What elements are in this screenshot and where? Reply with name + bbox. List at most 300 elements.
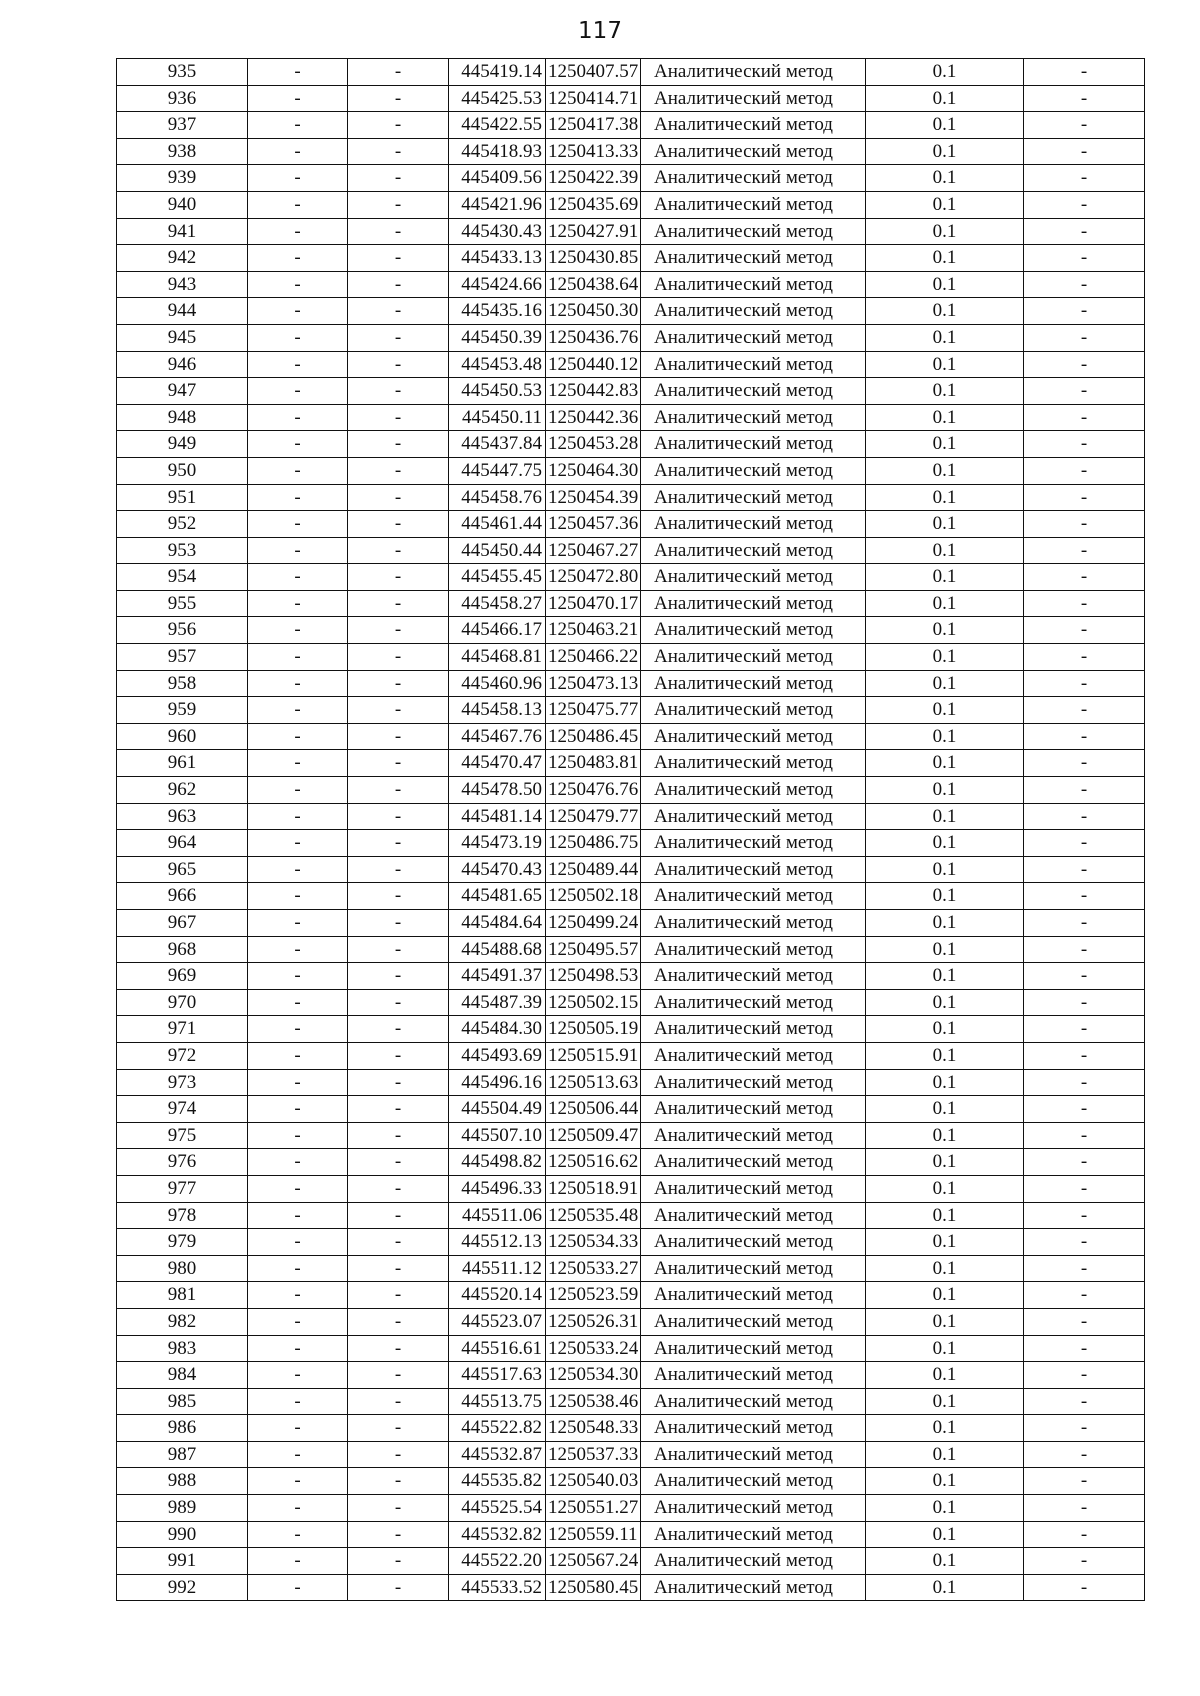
point-number-cell: 938	[117, 138, 248, 165]
dash-cell-a: -	[248, 1548, 348, 1575]
x-coordinate-cell: 445422.55	[449, 112, 546, 139]
description-cell: -	[1024, 1468, 1145, 1495]
method-cell: Аналитический метод	[641, 1122, 866, 1149]
x-coordinate-cell: 445522.82	[449, 1415, 546, 1442]
description-cell: -	[1024, 1441, 1145, 1468]
method-cell: Аналитический метод	[641, 85, 866, 112]
x-coordinate-cell: 445516.61	[449, 1335, 546, 1362]
accuracy-cell: 0.1	[866, 1202, 1024, 1229]
table-row	[117, 989, 1145, 1016]
y-coordinate-cell: 1250540.03	[546, 1468, 641, 1495]
dash-cell-a: -	[248, 963, 348, 990]
dash-cell-a: -	[248, 1255, 348, 1282]
dash-cell-b: -	[348, 670, 449, 697]
method-cell: Аналитический метод	[641, 777, 866, 804]
dash-cell-a: -	[248, 1441, 348, 1468]
description-cell: -	[1024, 1308, 1145, 1335]
point-number-cell: 973	[117, 1069, 248, 1096]
point-number-cell: 989	[117, 1495, 248, 1522]
dash-cell-a: -	[248, 989, 348, 1016]
x-coordinate-cell: 445532.87	[449, 1441, 546, 1468]
y-coordinate-cell: 1250442.83	[546, 378, 641, 405]
x-coordinate-cell: 445424.66	[449, 271, 546, 298]
description-cell: -	[1024, 1548, 1145, 1575]
y-coordinate-cell: 1250483.81	[546, 750, 641, 777]
accuracy-cell: 0.1	[866, 138, 1024, 165]
accuracy-cell: 0.1	[866, 1415, 1024, 1442]
dash-cell-b: -	[348, 644, 449, 671]
description-cell: -	[1024, 803, 1145, 830]
x-coordinate-cell: 445461.44	[449, 511, 546, 538]
accuracy-cell: 0.1	[866, 1069, 1024, 1096]
point-number-cell: 950	[117, 457, 248, 484]
dash-cell-a: -	[248, 1175, 348, 1202]
dash-cell-b: -	[348, 138, 449, 165]
description-cell: -	[1024, 564, 1145, 591]
table-row	[117, 191, 1145, 218]
x-coordinate-cell: 445517.63	[449, 1362, 546, 1389]
accuracy-cell: 0.1	[866, 59, 1024, 86]
method-cell: Аналитический метод	[641, 1229, 866, 1256]
table-row	[117, 1042, 1145, 1069]
method-cell: Аналитический метод	[641, 856, 866, 883]
point-number-cell: 968	[117, 936, 248, 963]
table-row	[117, 1282, 1145, 1309]
dash-cell-a: -	[248, 457, 348, 484]
dash-cell-a: -	[248, 856, 348, 883]
point-number-cell: 969	[117, 963, 248, 990]
table-row	[117, 910, 1145, 937]
dash-cell-b: -	[348, 883, 449, 910]
dash-cell-a: -	[248, 1149, 348, 1176]
method-cell: Аналитический метод	[641, 59, 866, 86]
table-row	[117, 85, 1145, 112]
description-cell: -	[1024, 1096, 1145, 1123]
y-coordinate-cell: 1250414.71	[546, 85, 641, 112]
dash-cell-b: -	[348, 484, 449, 511]
y-coordinate-cell: 1250486.45	[546, 723, 641, 750]
description-cell: -	[1024, 191, 1145, 218]
y-coordinate-cell: 1250518.91	[546, 1175, 641, 1202]
dash-cell-a: -	[248, 1122, 348, 1149]
description-cell: -	[1024, 617, 1145, 644]
y-coordinate-cell: 1250467.27	[546, 537, 641, 564]
accuracy-cell: 0.1	[866, 1335, 1024, 1362]
description-cell: -	[1024, 1521, 1145, 1548]
point-number-cell: 941	[117, 218, 248, 245]
method-cell: Аналитический метод	[641, 271, 866, 298]
table-row	[117, 138, 1145, 165]
table-row	[117, 1495, 1145, 1522]
accuracy-cell: 0.1	[866, 1388, 1024, 1415]
y-coordinate-cell: 1250450.30	[546, 298, 641, 325]
dash-cell-a: -	[248, 511, 348, 538]
x-coordinate-cell: 445470.47	[449, 750, 546, 777]
dash-cell-a: -	[248, 590, 348, 617]
accuracy-cell: 0.1	[866, 1495, 1024, 1522]
dash-cell-b: -	[348, 1521, 449, 1548]
description-cell: -	[1024, 1255, 1145, 1282]
y-coordinate-cell: 1250499.24	[546, 910, 641, 937]
description-cell: -	[1024, 245, 1145, 272]
y-coordinate-cell: 1250506.44	[546, 1096, 641, 1123]
x-coordinate-cell: 445535.82	[449, 1468, 546, 1495]
table-row	[117, 856, 1145, 883]
method-cell: Аналитический метод	[641, 1282, 866, 1309]
dash-cell-a: -	[248, 1362, 348, 1389]
dash-cell-b: -	[348, 511, 449, 538]
description-cell: -	[1024, 378, 1145, 405]
description-cell: -	[1024, 85, 1145, 112]
accuracy-cell: 0.1	[866, 1096, 1024, 1123]
description-cell: -	[1024, 511, 1145, 538]
point-number-cell: 943	[117, 271, 248, 298]
accuracy-cell: 0.1	[866, 324, 1024, 351]
x-coordinate-cell: 445450.11	[449, 404, 546, 431]
point-number-cell: 976	[117, 1149, 248, 1176]
method-cell: Аналитический метод	[641, 723, 866, 750]
dash-cell-a: -	[248, 245, 348, 272]
table-row	[117, 404, 1145, 431]
point-number-cell: 992	[117, 1574, 248, 1601]
x-coordinate-cell: 445532.82	[449, 1521, 546, 1548]
accuracy-cell: 0.1	[866, 856, 1024, 883]
dash-cell-a: -	[248, 1574, 348, 1601]
method-cell: Аналитический метод	[641, 1149, 866, 1176]
dash-cell-b: -	[348, 1229, 449, 1256]
accuracy-cell: 0.1	[866, 1016, 1024, 1043]
table-row	[117, 963, 1145, 990]
dash-cell-b: -	[348, 59, 449, 86]
method-cell: Аналитический метод	[641, 1548, 866, 1575]
y-coordinate-cell: 1250548.33	[546, 1415, 641, 1442]
accuracy-cell: 0.1	[866, 537, 1024, 564]
x-coordinate-cell: 445458.76	[449, 484, 546, 511]
method-cell: Аналитический метод	[641, 112, 866, 139]
accuracy-cell: 0.1	[866, 1282, 1024, 1309]
dash-cell-b: -	[348, 617, 449, 644]
method-cell: Аналитический метод	[641, 1175, 866, 1202]
y-coordinate-cell: 1250486.75	[546, 830, 641, 857]
accuracy-cell: 0.1	[866, 484, 1024, 511]
point-number-cell: 978	[117, 1202, 248, 1229]
table-row	[117, 777, 1145, 804]
dash-cell-b: -	[348, 85, 449, 112]
accuracy-cell: 0.1	[866, 112, 1024, 139]
y-coordinate-cell: 1250533.24	[546, 1335, 641, 1362]
coordinates-table	[116, 58, 1145, 1601]
point-number-cell: 982	[117, 1308, 248, 1335]
y-coordinate-cell: 1250479.77	[546, 803, 641, 830]
dash-cell-b: -	[348, 856, 449, 883]
table-row	[117, 670, 1145, 697]
method-cell: Аналитический метод	[641, 457, 866, 484]
method-cell: Аналитический метод	[641, 750, 866, 777]
method-cell: Аналитический метод	[641, 1495, 866, 1522]
x-coordinate-cell: 445478.50	[449, 777, 546, 804]
accuracy-cell: 0.1	[866, 617, 1024, 644]
y-coordinate-cell: 1250436.76	[546, 324, 641, 351]
point-number-cell: 957	[117, 644, 248, 671]
dash-cell-a: -	[248, 936, 348, 963]
x-coordinate-cell: 445488.68	[449, 936, 546, 963]
table-row	[117, 218, 1145, 245]
dash-cell-a: -	[248, 1308, 348, 1335]
point-number-cell: 972	[117, 1042, 248, 1069]
y-coordinate-cell: 1250489.44	[546, 856, 641, 883]
dash-cell-a: -	[248, 1229, 348, 1256]
method-cell: Аналитический метод	[641, 431, 866, 458]
dash-cell-b: -	[348, 404, 449, 431]
y-coordinate-cell: 1250502.15	[546, 989, 641, 1016]
dash-cell-a: -	[248, 1042, 348, 1069]
point-number-cell: 979	[117, 1229, 248, 1256]
y-coordinate-cell: 1250509.47	[546, 1122, 641, 1149]
table-row	[117, 245, 1145, 272]
method-cell: Аналитический метод	[641, 1468, 866, 1495]
table-row	[117, 1388, 1145, 1415]
accuracy-cell: 0.1	[866, 1362, 1024, 1389]
description-cell: -	[1024, 1016, 1145, 1043]
dash-cell-a: -	[248, 271, 348, 298]
description-cell: -	[1024, 431, 1145, 458]
x-coordinate-cell: 445513.75	[449, 1388, 546, 1415]
x-coordinate-cell: 445467.76	[449, 723, 546, 750]
y-coordinate-cell: 1250523.59	[546, 1282, 641, 1309]
accuracy-cell: 0.1	[866, 218, 1024, 245]
description-cell: -	[1024, 59, 1145, 86]
table-row	[117, 484, 1145, 511]
point-number-cell: 967	[117, 910, 248, 937]
method-cell: Аналитический метод	[641, 697, 866, 724]
method-cell: Аналитический метод	[641, 165, 866, 192]
accuracy-cell: 0.1	[866, 883, 1024, 910]
dash-cell-b: -	[348, 351, 449, 378]
description-cell: -	[1024, 165, 1145, 192]
accuracy-cell: 0.1	[866, 1468, 1024, 1495]
x-coordinate-cell: 445493.69	[449, 1042, 546, 1069]
y-coordinate-cell: 1250551.27	[546, 1495, 641, 1522]
y-coordinate-cell: 1250463.21	[546, 617, 641, 644]
y-coordinate-cell: 1250440.12	[546, 351, 641, 378]
description-cell: -	[1024, 271, 1145, 298]
accuracy-cell: 0.1	[866, 644, 1024, 671]
point-number-cell: 952	[117, 511, 248, 538]
method-cell: Аналитический метод	[641, 617, 866, 644]
method-cell: Аналитический метод	[641, 1441, 866, 1468]
x-coordinate-cell: 445430.43	[449, 218, 546, 245]
method-cell: Аналитический метод	[641, 511, 866, 538]
accuracy-cell: 0.1	[866, 165, 1024, 192]
accuracy-cell: 0.1	[866, 298, 1024, 325]
dash-cell-a: -	[248, 484, 348, 511]
x-coordinate-cell: 445491.37	[449, 963, 546, 990]
point-number-cell: 961	[117, 750, 248, 777]
y-coordinate-cell: 1250535.48	[546, 1202, 641, 1229]
x-coordinate-cell: 445520.14	[449, 1282, 546, 1309]
accuracy-cell: 0.1	[866, 670, 1024, 697]
accuracy-cell: 0.1	[866, 1122, 1024, 1149]
method-cell: Аналитический метод	[641, 1362, 866, 1389]
dash-cell-a: -	[248, 378, 348, 405]
dash-cell-a: -	[248, 1415, 348, 1442]
point-number-cell: 959	[117, 697, 248, 724]
method-cell: Аналитический метод	[641, 1255, 866, 1282]
dash-cell-b: -	[348, 1362, 449, 1389]
dash-cell-a: -	[248, 1069, 348, 1096]
dash-cell-b: -	[348, 963, 449, 990]
table-row	[117, 803, 1145, 830]
accuracy-cell: 0.1	[866, 271, 1024, 298]
table-row	[117, 112, 1145, 139]
y-coordinate-cell: 1250505.19	[546, 1016, 641, 1043]
dash-cell-b: -	[348, 298, 449, 325]
accuracy-cell: 0.1	[866, 351, 1024, 378]
x-coordinate-cell: 445455.45	[449, 564, 546, 591]
accuracy-cell: 0.1	[866, 404, 1024, 431]
x-coordinate-cell: 445447.75	[449, 457, 546, 484]
x-coordinate-cell: 445484.30	[449, 1016, 546, 1043]
x-coordinate-cell: 445523.07	[449, 1308, 546, 1335]
x-coordinate-cell: 445522.20	[449, 1548, 546, 1575]
point-number-cell: 965	[117, 856, 248, 883]
dash-cell-b: -	[348, 1042, 449, 1069]
dash-cell-b: -	[348, 936, 449, 963]
point-number-cell: 980	[117, 1255, 248, 1282]
y-coordinate-cell: 1250470.17	[546, 590, 641, 617]
table-row	[117, 1175, 1145, 1202]
table-row	[117, 1149, 1145, 1176]
method-cell: Аналитический метод	[641, 1202, 866, 1229]
method-cell: Аналитический метод	[641, 1574, 866, 1601]
x-coordinate-cell: 445409.56	[449, 165, 546, 192]
method-cell: Аналитический метод	[641, 245, 866, 272]
table-row	[117, 271, 1145, 298]
point-number-cell: 955	[117, 590, 248, 617]
x-coordinate-cell: 445421.96	[449, 191, 546, 218]
y-coordinate-cell: 1250559.11	[546, 1521, 641, 1548]
dash-cell-a: -	[248, 1495, 348, 1522]
point-number-cell: 962	[117, 777, 248, 804]
accuracy-cell: 0.1	[866, 723, 1024, 750]
dash-cell-a: -	[248, 697, 348, 724]
accuracy-cell: 0.1	[866, 910, 1024, 937]
y-coordinate-cell: 1250472.80	[546, 564, 641, 591]
point-number-cell: 990	[117, 1521, 248, 1548]
dash-cell-b: -	[348, 1202, 449, 1229]
description-cell: -	[1024, 1335, 1145, 1362]
description-cell: -	[1024, 457, 1145, 484]
dash-cell-a: -	[248, 1016, 348, 1043]
table-body	[117, 59, 1145, 1601]
x-coordinate-cell: 445470.43	[449, 856, 546, 883]
dash-cell-a: -	[248, 324, 348, 351]
description-cell: -	[1024, 1122, 1145, 1149]
description-cell: -	[1024, 112, 1145, 139]
description-cell: -	[1024, 910, 1145, 937]
point-number-cell: 945	[117, 324, 248, 351]
x-coordinate-cell: 445458.27	[449, 590, 546, 617]
table-row	[117, 1468, 1145, 1495]
method-cell: Аналитический метод	[641, 324, 866, 351]
method-cell: Аналитический метод	[641, 138, 866, 165]
table-row	[117, 59, 1145, 86]
y-coordinate-cell: 1250438.64	[546, 271, 641, 298]
y-coordinate-cell: 1250534.33	[546, 1229, 641, 1256]
accuracy-cell: 0.1	[866, 1308, 1024, 1335]
dash-cell-b: -	[348, 378, 449, 405]
y-coordinate-cell: 1250538.46	[546, 1388, 641, 1415]
point-number-cell: 974	[117, 1096, 248, 1123]
dash-cell-b: -	[348, 191, 449, 218]
method-cell: Аналитический метод	[641, 298, 866, 325]
table-row	[117, 378, 1145, 405]
accuracy-cell: 0.1	[866, 378, 1024, 405]
y-coordinate-cell: 1250464.30	[546, 457, 641, 484]
table-row	[117, 617, 1145, 644]
table-row	[117, 1521, 1145, 1548]
table-row	[117, 883, 1145, 910]
accuracy-cell: 0.1	[866, 85, 1024, 112]
point-number-cell: 939	[117, 165, 248, 192]
point-number-cell: 958	[117, 670, 248, 697]
dash-cell-a: -	[248, 404, 348, 431]
dash-cell-a: -	[248, 1468, 348, 1495]
point-number-cell: 948	[117, 404, 248, 431]
table-row	[117, 644, 1145, 671]
description-cell: -	[1024, 1495, 1145, 1522]
description-cell: -	[1024, 1362, 1145, 1389]
description-cell: -	[1024, 1574, 1145, 1601]
x-coordinate-cell: 445425.53	[449, 85, 546, 112]
accuracy-cell: 0.1	[866, 511, 1024, 538]
dash-cell-b: -	[348, 1282, 449, 1309]
description-cell: -	[1024, 484, 1145, 511]
description-cell: -	[1024, 750, 1145, 777]
point-number-cell: 983	[117, 1335, 248, 1362]
page-number: 117	[578, 18, 622, 44]
method-cell: Аналитический метод	[641, 1415, 866, 1442]
accuracy-cell: 0.1	[866, 245, 1024, 272]
table-row	[117, 1016, 1145, 1043]
point-number-cell: 991	[117, 1548, 248, 1575]
dash-cell-a: -	[248, 1096, 348, 1123]
dash-cell-a: -	[248, 85, 348, 112]
accuracy-cell: 0.1	[866, 1042, 1024, 1069]
table-row	[117, 1255, 1145, 1282]
accuracy-cell: 0.1	[866, 590, 1024, 617]
description-cell: -	[1024, 537, 1145, 564]
dash-cell-b: -	[348, 1175, 449, 1202]
x-coordinate-cell: 445450.39	[449, 324, 546, 351]
accuracy-cell: 0.1	[866, 963, 1024, 990]
table-row	[117, 1096, 1145, 1123]
dash-cell-a: -	[248, 830, 348, 857]
description-cell: -	[1024, 1415, 1145, 1442]
dash-cell-b: -	[348, 1335, 449, 1362]
accuracy-cell: 0.1	[866, 1521, 1024, 1548]
description-cell: -	[1024, 1229, 1145, 1256]
x-coordinate-cell: 445481.65	[449, 883, 546, 910]
x-coordinate-cell: 445512.13	[449, 1229, 546, 1256]
method-cell: Аналитический метод	[641, 1069, 866, 1096]
accuracy-cell: 0.1	[866, 1574, 1024, 1601]
method-cell: Аналитический метод	[641, 803, 866, 830]
accuracy-cell: 0.1	[866, 750, 1024, 777]
x-coordinate-cell: 445435.16	[449, 298, 546, 325]
x-coordinate-cell: 445496.33	[449, 1175, 546, 1202]
x-coordinate-cell: 445419.14	[449, 59, 546, 86]
